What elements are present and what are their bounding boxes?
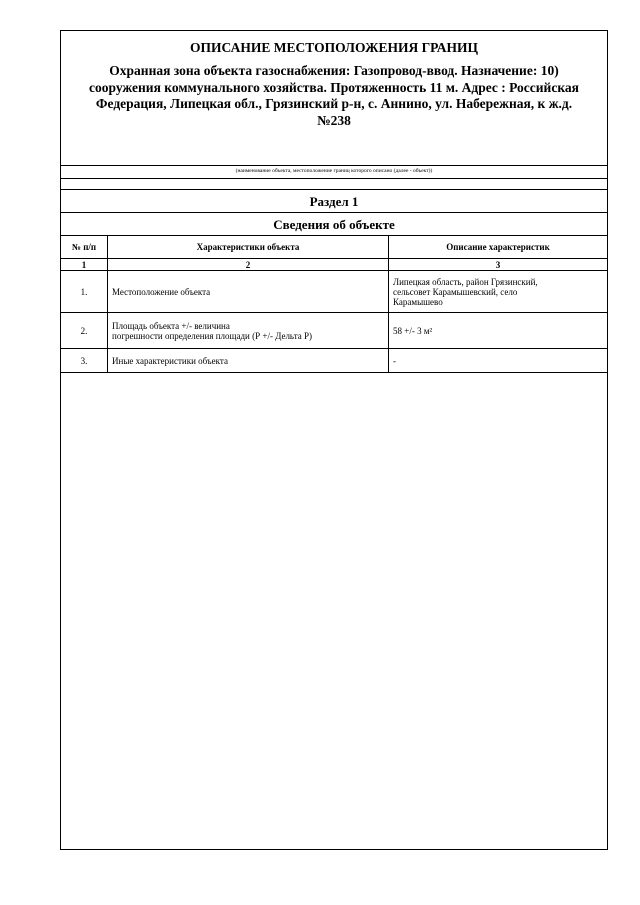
column-number: 3 — [389, 259, 608, 271]
row-number: 2. — [61, 313, 108, 349]
object-caption: (наименование объекта, местоположение границ которого описано (далее - объект)) — [61, 165, 607, 178]
document-frame — [60, 30, 608, 850]
row-number: 3. — [61, 349, 108, 373]
header-description: Описание характеристик — [389, 236, 608, 259]
row-characteristic-line: Площадь объекта +/- величина — [112, 320, 230, 331]
object-description-line: №238 — [317, 112, 351, 128]
object-description — [61, 57, 607, 165]
row-characteristic: Местоположение объекта — [108, 271, 389, 313]
column-number: 1 — [61, 259, 108, 271]
row-description — [389, 271, 608, 313]
header-number: № п/п — [61, 236, 108, 259]
object-description-line: Охранная зона объекта газоснабжения: Газопровод-ввод. Назначение: 10) — [109, 63, 559, 78]
section-subtitle: Сведения об объекте — [61, 212, 607, 235]
table-header-row — [61, 236, 607, 259]
document-title: ОПИСАНИЕ МЕСТОПОЛОЖЕНИЯ ГРАНИЦ — [190, 40, 478, 55]
row-characteristic — [108, 313, 389, 349]
object-characteristics-table — [61, 235, 607, 373]
row-characteristic: Иные характеристики объекта — [108, 349, 389, 373]
row-description-line: Карамышево — [393, 296, 443, 307]
header-characteristics: Характеристики объекта — [108, 236, 389, 259]
row-description-line: Липецкая область, район Грязинский, — [393, 276, 538, 287]
table-row — [61, 271, 607, 313]
row-characteristic-line: погрешности определения площади (Р +/- Дельта Р) — [112, 330, 312, 341]
spacer-row — [61, 178, 607, 189]
object-description-line: сооружения коммунального хозяйства. Протяженность 11 м. Адрес : Российская — [89, 79, 579, 95]
table-row — [61, 313, 607, 349]
row-description: - — [389, 349, 608, 373]
column-number: 2 — [108, 259, 389, 271]
column-number-row — [61, 259, 607, 271]
table-row — [61, 349, 607, 373]
row-number: 1. — [61, 271, 108, 313]
row-description-line: сельсовет Карамышевский, село — [393, 286, 518, 297]
section-title: Раздел 1 — [61, 189, 607, 212]
row-description: 58 +/- 3 м² — [389, 313, 608, 349]
object-description-line: Федерация, Липецкая обл., Грязинский р-н, с. Аннино, ул. Набережная, к ж.д. — [95, 96, 573, 111]
